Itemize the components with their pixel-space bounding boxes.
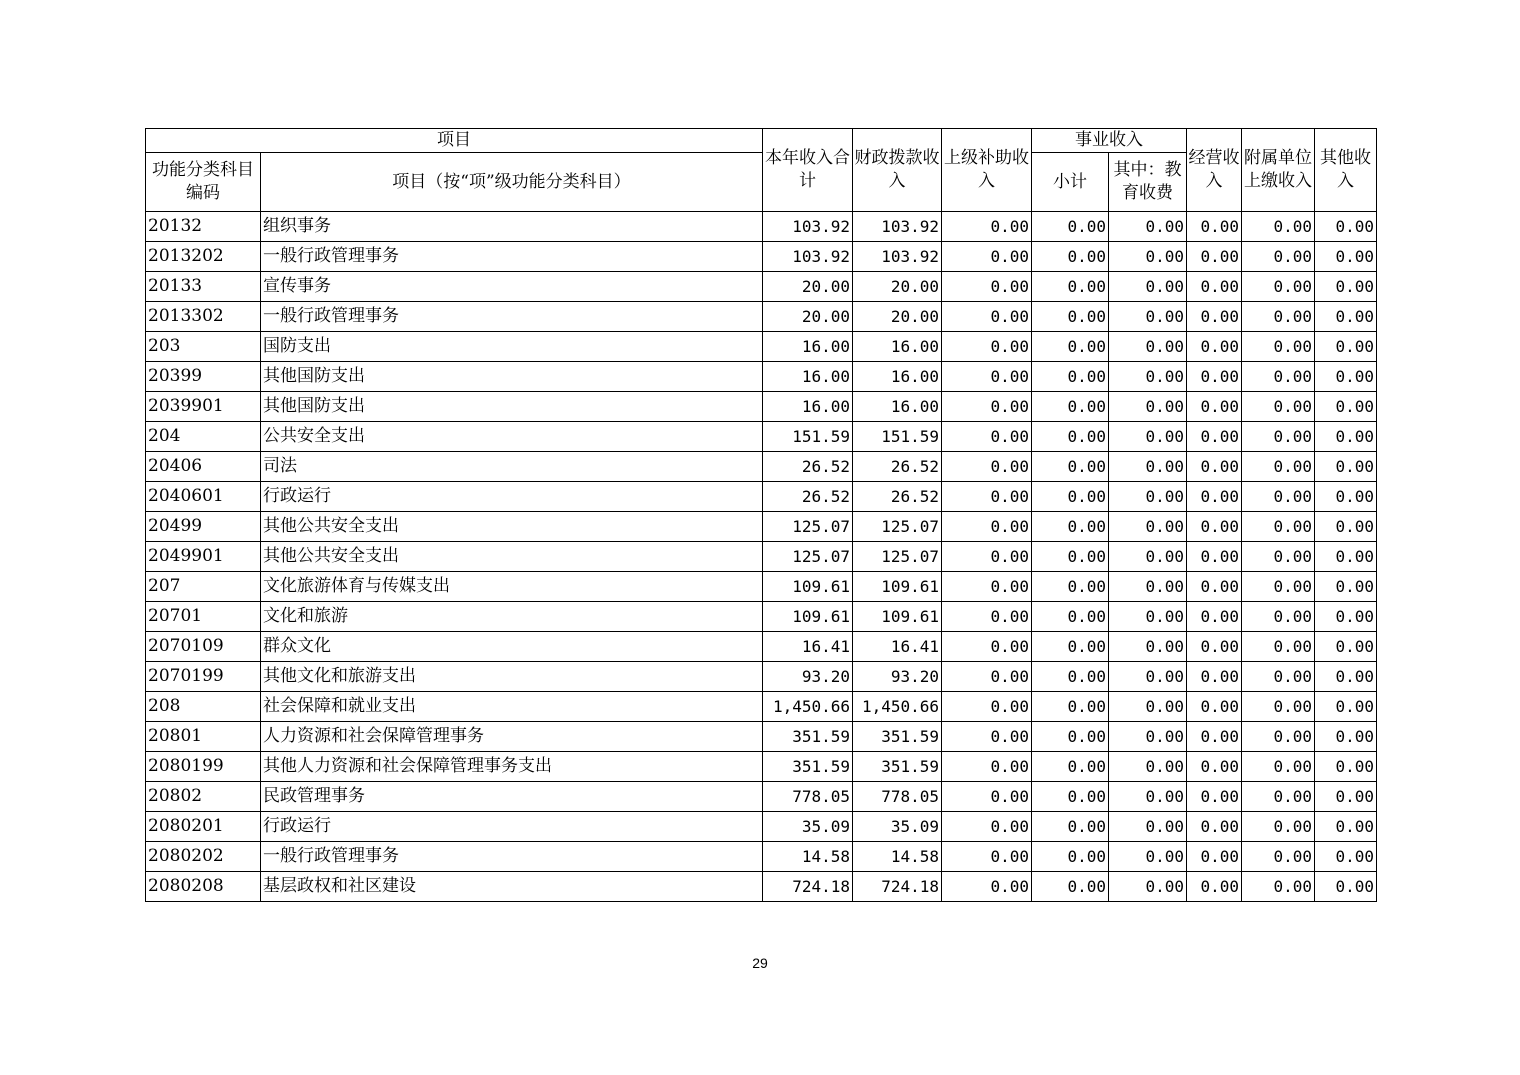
cell-edu: 0.00 [1109, 692, 1187, 722]
table-row [146, 812, 1377, 842]
table-row [146, 512, 1377, 542]
cell-subtotal: 0.00 [1032, 632, 1109, 662]
cell-name: 文化和旅游 [261, 602, 763, 632]
cell-code: 20701 [146, 602, 261, 632]
cell-operating: 0.00 [1187, 272, 1242, 302]
cell-affiliated: 0.00 [1242, 692, 1315, 722]
cell-other: 0.00 [1315, 662, 1377, 692]
header-fiscal: 财政拨款收入 [853, 129, 942, 212]
cell-code: 204 [146, 422, 261, 452]
cell-code: 2039901 [146, 392, 261, 422]
cell-name: 国防支出 [261, 332, 763, 362]
table-row [146, 212, 1377, 242]
cell-other: 0.00 [1315, 302, 1377, 332]
cell-affiliated: 0.00 [1242, 752, 1315, 782]
cell-affiliated: 0.00 [1242, 452, 1315, 482]
cell-edu: 0.00 [1109, 362, 1187, 392]
cell-superior: 0.00 [942, 602, 1032, 632]
cell-subtotal: 0.00 [1032, 782, 1109, 812]
cell-name: 一般行政管理事务 [261, 302, 763, 332]
cell-fiscal: 1,450.66 [853, 692, 942, 722]
table-row [146, 572, 1377, 602]
cell-edu: 0.00 [1109, 872, 1187, 902]
cell-other: 0.00 [1315, 692, 1377, 722]
cell-total: 26.52 [763, 452, 853, 482]
cell-superior: 0.00 [942, 332, 1032, 362]
cell-name: 社会保障和就业支出 [261, 692, 763, 722]
cell-operating: 0.00 [1187, 662, 1242, 692]
cell-edu: 0.00 [1109, 662, 1187, 692]
header-edu: 其中：教育收费 [1109, 153, 1187, 212]
cell-superior: 0.00 [942, 212, 1032, 242]
cell-fiscal: 35.09 [853, 812, 942, 842]
table-body [146, 212, 1377, 902]
cell-other: 0.00 [1315, 782, 1377, 812]
cell-operating: 0.00 [1187, 632, 1242, 662]
cell-total: 16.00 [763, 332, 853, 362]
cell-operating: 0.00 [1187, 212, 1242, 242]
cell-total: 20.00 [763, 272, 853, 302]
cell-total: 125.07 [763, 512, 853, 542]
cell-affiliated: 0.00 [1242, 632, 1315, 662]
cell-name: 行政运行 [261, 812, 763, 842]
header-code: 功能分类科目编码 [146, 153, 261, 212]
cell-code: 208 [146, 692, 261, 722]
cell-code: 2013202 [146, 242, 261, 272]
cell-operating: 0.00 [1187, 242, 1242, 272]
cell-total: 351.59 [763, 722, 853, 752]
cell-fiscal: 20.00 [853, 302, 942, 332]
cell-edu: 0.00 [1109, 302, 1187, 332]
cell-fiscal: 26.52 [853, 452, 942, 482]
cell-other: 0.00 [1315, 452, 1377, 482]
table-row [146, 302, 1377, 332]
cell-fiscal: 151.59 [853, 422, 942, 452]
table-row [146, 662, 1377, 692]
cell-affiliated: 0.00 [1242, 782, 1315, 812]
cell-fiscal: 16.00 [853, 362, 942, 392]
cell-total: 103.92 [763, 212, 853, 242]
cell-edu: 0.00 [1109, 392, 1187, 422]
cell-affiliated: 0.00 [1242, 512, 1315, 542]
cell-edu: 0.00 [1109, 542, 1187, 572]
table-row [146, 842, 1377, 872]
header-total: 本年收入合计 [763, 129, 853, 212]
cell-other: 0.00 [1315, 872, 1377, 902]
cell-total: 14.58 [763, 842, 853, 872]
cell-subtotal: 0.00 [1032, 302, 1109, 332]
cell-other: 0.00 [1315, 842, 1377, 872]
cell-subtotal: 0.00 [1032, 422, 1109, 452]
cell-subtotal: 0.00 [1032, 842, 1109, 872]
cell-subtotal: 0.00 [1032, 602, 1109, 632]
cell-total: 109.61 [763, 572, 853, 602]
cell-code: 2080199 [146, 752, 261, 782]
cell-other: 0.00 [1315, 812, 1377, 842]
cell-edu: 0.00 [1109, 212, 1187, 242]
cell-fiscal: 125.07 [853, 512, 942, 542]
cell-other: 0.00 [1315, 722, 1377, 752]
cell-other: 0.00 [1315, 212, 1377, 242]
cell-superior: 0.00 [942, 242, 1032, 272]
cell-subtotal: 0.00 [1032, 872, 1109, 902]
cell-code: 2049901 [146, 542, 261, 572]
cell-subtotal: 0.00 [1032, 752, 1109, 782]
cell-name: 其他国防支出 [261, 392, 763, 422]
cell-superior: 0.00 [942, 272, 1032, 302]
cell-total: 109.61 [763, 602, 853, 632]
cell-code: 2013302 [146, 302, 261, 332]
cell-fiscal: 103.92 [853, 212, 942, 242]
cell-affiliated: 0.00 [1242, 482, 1315, 512]
cell-superior: 0.00 [942, 782, 1032, 812]
cell-fiscal: 724.18 [853, 872, 942, 902]
cell-code: 2070199 [146, 662, 261, 692]
cell-operating: 0.00 [1187, 542, 1242, 572]
cell-name: 一般行政管理事务 [261, 842, 763, 872]
cell-superior: 0.00 [942, 872, 1032, 902]
cell-other: 0.00 [1315, 752, 1377, 782]
cell-code: 20406 [146, 452, 261, 482]
cell-name: 一般行政管理事务 [261, 242, 763, 272]
cell-code: 2080208 [146, 872, 261, 902]
cell-superior: 0.00 [942, 722, 1032, 752]
cell-edu: 0.00 [1109, 812, 1187, 842]
cell-edu: 0.00 [1109, 422, 1187, 452]
cell-code: 2040601 [146, 482, 261, 512]
cell-affiliated: 0.00 [1242, 422, 1315, 452]
cell-edu: 0.00 [1109, 632, 1187, 662]
cell-code: 207 [146, 572, 261, 602]
cell-name: 群众文化 [261, 632, 763, 662]
cell-fiscal: 93.20 [853, 662, 942, 692]
cell-superior: 0.00 [942, 752, 1032, 782]
cell-name: 司法 [261, 452, 763, 482]
cell-other: 0.00 [1315, 242, 1377, 272]
cell-affiliated: 0.00 [1242, 392, 1315, 422]
cell-affiliated: 0.00 [1242, 362, 1315, 392]
cell-total: 724.18 [763, 872, 853, 902]
cell-subtotal: 0.00 [1032, 722, 1109, 752]
cell-superior: 0.00 [942, 392, 1032, 422]
cell-name: 其他国防支出 [261, 362, 763, 392]
cell-fiscal: 14.58 [853, 842, 942, 872]
cell-code: 20399 [146, 362, 261, 392]
table-row [146, 272, 1377, 302]
cell-name: 其他文化和旅游支出 [261, 662, 763, 692]
cell-operating: 0.00 [1187, 842, 1242, 872]
cell-other: 0.00 [1315, 602, 1377, 632]
cell-subtotal: 0.00 [1032, 212, 1109, 242]
cell-code: 20802 [146, 782, 261, 812]
cell-edu: 0.00 [1109, 272, 1187, 302]
cell-fiscal: 125.07 [853, 542, 942, 572]
cell-subtotal: 0.00 [1032, 392, 1109, 422]
cell-affiliated: 0.00 [1242, 542, 1315, 572]
cell-operating: 0.00 [1187, 302, 1242, 332]
cell-subtotal: 0.00 [1032, 332, 1109, 362]
cell-other: 0.00 [1315, 572, 1377, 602]
table-row [146, 482, 1377, 512]
cell-total: 35.09 [763, 812, 853, 842]
cell-affiliated: 0.00 [1242, 722, 1315, 752]
table-row [146, 782, 1377, 812]
page-number: 29 [752, 955, 768, 971]
cell-subtotal: 0.00 [1032, 272, 1109, 302]
cell-affiliated: 0.00 [1242, 572, 1315, 602]
cell-fiscal: 16.00 [853, 332, 942, 362]
cell-fiscal: 103.92 [853, 242, 942, 272]
cell-operating: 0.00 [1187, 332, 1242, 362]
cell-superior: 0.00 [942, 842, 1032, 872]
cell-other: 0.00 [1315, 542, 1377, 572]
cell-operating: 0.00 [1187, 872, 1242, 902]
cell-total: 20.00 [763, 302, 853, 332]
cell-fiscal: 20.00 [853, 272, 942, 302]
cell-edu: 0.00 [1109, 752, 1187, 782]
cell-superior: 0.00 [942, 512, 1032, 542]
cell-superior: 0.00 [942, 542, 1032, 572]
cell-other: 0.00 [1315, 272, 1377, 302]
cell-affiliated: 0.00 [1242, 302, 1315, 332]
cell-other: 0.00 [1315, 332, 1377, 362]
cell-superior: 0.00 [942, 482, 1032, 512]
cell-operating: 0.00 [1187, 602, 1242, 632]
cell-superior: 0.00 [942, 572, 1032, 602]
cell-fiscal: 351.59 [853, 722, 942, 752]
table-row [146, 422, 1377, 452]
cell-subtotal: 0.00 [1032, 692, 1109, 722]
cell-fiscal: 109.61 [853, 572, 942, 602]
cell-subtotal: 0.00 [1032, 572, 1109, 602]
cell-total: 778.05 [763, 782, 853, 812]
cell-operating: 0.00 [1187, 782, 1242, 812]
cell-superior: 0.00 [942, 632, 1032, 662]
cell-code: 20133 [146, 272, 261, 302]
cell-operating: 0.00 [1187, 572, 1242, 602]
cell-name: 公共安全支出 [261, 422, 763, 452]
cell-edu: 0.00 [1109, 512, 1187, 542]
cell-operating: 0.00 [1187, 812, 1242, 842]
cell-edu: 0.00 [1109, 602, 1187, 632]
header-item: 项目（按“项”级功能分类科目） [261, 153, 763, 212]
cell-affiliated: 0.00 [1242, 212, 1315, 242]
header-business: 事业收入 [1032, 129, 1187, 153]
cell-fiscal: 16.41 [853, 632, 942, 662]
table-row [146, 452, 1377, 482]
cell-subtotal: 0.00 [1032, 512, 1109, 542]
cell-name: 基层政权和社区建设 [261, 872, 763, 902]
header-superior: 上级补助收入 [942, 129, 1032, 212]
cell-superior: 0.00 [942, 422, 1032, 452]
cell-affiliated: 0.00 [1242, 332, 1315, 362]
cell-subtotal: 0.00 [1032, 242, 1109, 272]
cell-subtotal: 0.00 [1032, 482, 1109, 512]
header-affiliated: 附属单位上缴收入 [1242, 129, 1315, 212]
cell-affiliated: 0.00 [1242, 842, 1315, 872]
cell-other: 0.00 [1315, 512, 1377, 542]
cell-total: 103.92 [763, 242, 853, 272]
cell-code: 20132 [146, 212, 261, 242]
table-row [146, 752, 1377, 782]
header-operating: 经营收入 [1187, 129, 1242, 212]
cell-superior: 0.00 [942, 452, 1032, 482]
cell-operating: 0.00 [1187, 752, 1242, 782]
cell-subtotal: 0.00 [1032, 662, 1109, 692]
cell-code: 2080201 [146, 812, 261, 842]
table-row [146, 872, 1377, 902]
cell-affiliated: 0.00 [1242, 602, 1315, 632]
cell-edu: 0.00 [1109, 242, 1187, 272]
cell-total: 125.07 [763, 542, 853, 572]
cell-code: 20499 [146, 512, 261, 542]
cell-fiscal: 16.00 [853, 392, 942, 422]
header-project: 项目 [146, 129, 763, 153]
cell-operating: 0.00 [1187, 422, 1242, 452]
cell-subtotal: 0.00 [1032, 812, 1109, 842]
cell-name: 人力资源和社会保障管理事务 [261, 722, 763, 752]
cell-fiscal: 26.52 [853, 482, 942, 512]
table-row [146, 692, 1377, 722]
cell-subtotal: 0.00 [1032, 362, 1109, 392]
cell-total: 16.00 [763, 362, 853, 392]
table-row [146, 542, 1377, 572]
cell-total: 151.59 [763, 422, 853, 452]
cell-total: 16.41 [763, 632, 853, 662]
cell-subtotal: 0.00 [1032, 452, 1109, 482]
cell-other: 0.00 [1315, 482, 1377, 512]
cell-name: 行政运行 [261, 482, 763, 512]
cell-affiliated: 0.00 [1242, 812, 1315, 842]
cell-edu: 0.00 [1109, 482, 1187, 512]
cell-superior: 0.00 [942, 662, 1032, 692]
cell-operating: 0.00 [1187, 722, 1242, 752]
cell-total: 93.20 [763, 662, 853, 692]
cell-edu: 0.00 [1109, 572, 1187, 602]
cell-affiliated: 0.00 [1242, 242, 1315, 272]
cell-total: 16.00 [763, 392, 853, 422]
cell-code: 2070109 [146, 632, 261, 662]
cell-total: 351.59 [763, 752, 853, 782]
cell-affiliated: 0.00 [1242, 272, 1315, 302]
cell-other: 0.00 [1315, 632, 1377, 662]
cell-code: 2080202 [146, 842, 261, 872]
cell-name: 宣传事务 [261, 272, 763, 302]
budget-income-table [145, 128, 1377, 902]
cell-edu: 0.00 [1109, 782, 1187, 812]
cell-operating: 0.00 [1187, 512, 1242, 542]
cell-name: 其他公共安全支出 [261, 512, 763, 542]
cell-name: 其他公共安全支出 [261, 542, 763, 572]
cell-subtotal: 0.00 [1032, 542, 1109, 572]
cell-operating: 0.00 [1187, 452, 1242, 482]
cell-total: 26.52 [763, 482, 853, 512]
header-subtotal: 小计 [1032, 153, 1109, 212]
cell-other: 0.00 [1315, 422, 1377, 452]
cell-operating: 0.00 [1187, 392, 1242, 422]
cell-name: 其他人力资源和社会保障管理事务支出 [261, 752, 763, 782]
cell-total: 1,450.66 [763, 692, 853, 722]
cell-affiliated: 0.00 [1242, 662, 1315, 692]
cell-edu: 0.00 [1109, 722, 1187, 752]
cell-fiscal: 109.61 [853, 602, 942, 632]
table-row [146, 632, 1377, 662]
cell-name: 文化旅游体育与传媒支出 [261, 572, 763, 602]
cell-operating: 0.00 [1187, 482, 1242, 512]
table-row [146, 242, 1377, 272]
cell-code: 203 [146, 332, 261, 362]
cell-other: 0.00 [1315, 392, 1377, 422]
cell-edu: 0.00 [1109, 452, 1187, 482]
cell-operating: 0.00 [1187, 692, 1242, 722]
cell-edu: 0.00 [1109, 842, 1187, 872]
table-row [146, 332, 1377, 362]
cell-affiliated: 0.00 [1242, 872, 1315, 902]
cell-superior: 0.00 [942, 302, 1032, 332]
table-row [146, 722, 1377, 752]
cell-edu: 0.00 [1109, 332, 1187, 362]
cell-name: 组织事务 [261, 212, 763, 242]
cell-superior: 0.00 [942, 362, 1032, 392]
table-row [146, 392, 1377, 422]
header-other: 其他收入 [1315, 129, 1377, 212]
cell-fiscal: 778.05 [853, 782, 942, 812]
cell-superior: 0.00 [942, 692, 1032, 722]
table-row [146, 602, 1377, 632]
cell-code: 20801 [146, 722, 261, 752]
cell-other: 0.00 [1315, 362, 1377, 392]
cell-name: 民政管理事务 [261, 782, 763, 812]
cell-fiscal: 351.59 [853, 752, 942, 782]
table-row [146, 362, 1377, 392]
cell-superior: 0.00 [942, 812, 1032, 842]
cell-operating: 0.00 [1187, 362, 1242, 392]
